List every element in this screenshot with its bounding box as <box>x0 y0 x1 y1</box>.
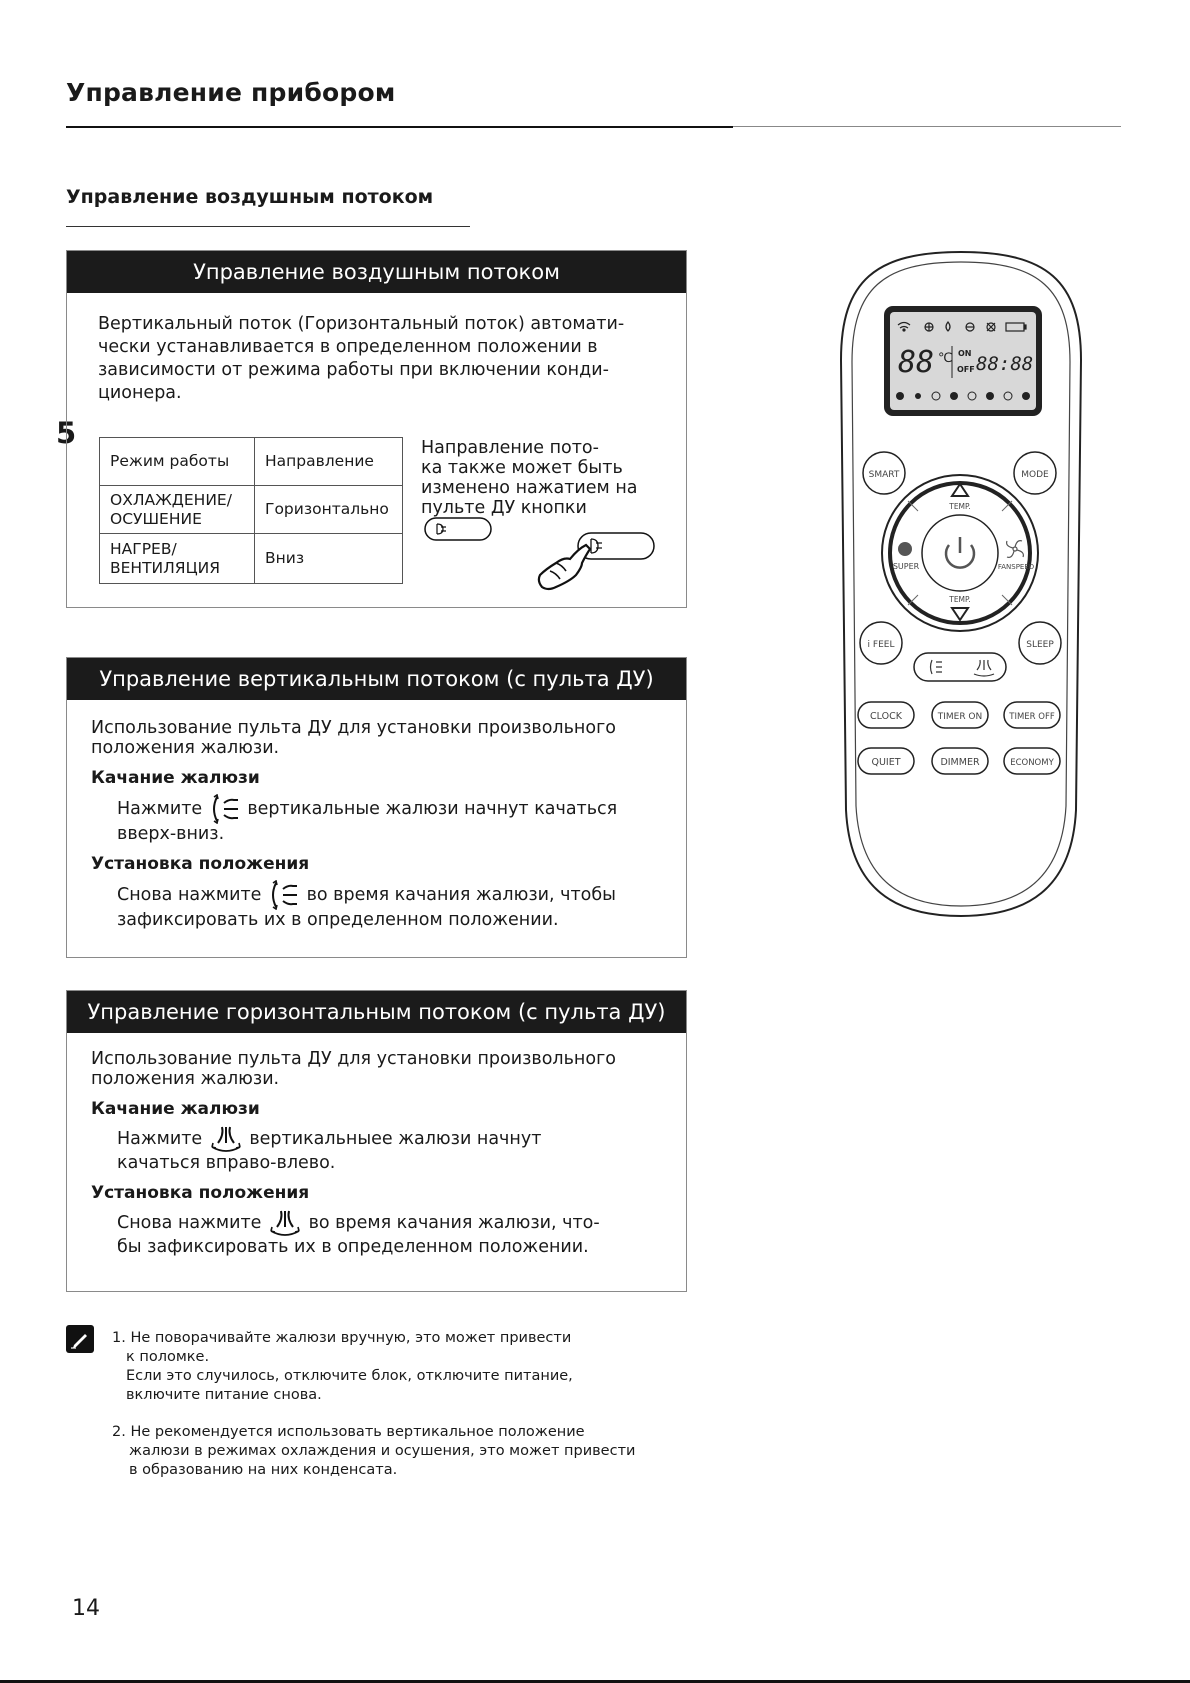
mode-line: ОСУШЕНИЕ <box>110 509 202 528</box>
horizontal-flow-box <box>66 990 687 1292</box>
lcd-time: 88:88 <box>976 353 1034 375</box>
mode-label: MODE <box>1021 470 1049 480</box>
fix-subtitle: Установка положения <box>91 854 310 874</box>
airflow-box <box>66 250 687 608</box>
note-pencil-icon <box>66 1325 94 1353</box>
note-line: жалюзи в режимах охлаждения и осушения, это может привести <box>129 1443 636 1459</box>
timer-off-label: TIMER OFF <box>1009 712 1055 722</box>
horizontal-flow-body <box>91 1049 671 1257</box>
airflow-intro <box>98 313 668 405</box>
table-cell-direction: Вниз <box>255 534 403 584</box>
lcd-off: OFF <box>957 365 975 374</box>
table-cell-mode <box>100 534 255 584</box>
note-item <box>112 1423 692 1480</box>
swing-subtitle: Качание жалюзи <box>91 768 260 788</box>
fanspeed-label: FANSPEED <box>997 563 1035 571</box>
temp-down-label: TEMP. <box>949 595 971 604</box>
table-row <box>100 486 403 534</box>
swing-buttons[interactable] <box>914 653 1006 681</box>
smart-label: SMART <box>868 470 900 480</box>
swing-result-line2: качаться вправо-влево. <box>117 1153 336 1173</box>
intro-line: положения жалюзи. <box>91 1069 280 1089</box>
lcd-unit: ℃ <box>938 351 953 366</box>
fix-result-line2: бы зафиксировать их в определенном положении. <box>117 1237 589 1257</box>
swing-press-text: Нажмите <box>117 1129 203 1149</box>
intro-line: Вертикальный поток (Горизонтальный поток) автомати- <box>98 314 625 334</box>
table-header-mode: Режим работы <box>100 438 255 486</box>
dimmer-label: DIMMER <box>940 757 980 768</box>
title-rule <box>66 126 733 128</box>
airflow-side-note <box>421 438 681 518</box>
chapter-number: 5 <box>56 416 77 450</box>
horizontal-swing-icon <box>208 1125 244 1153</box>
swing-result-text: вертикальныее жалюзи начнут <box>249 1129 542 1149</box>
remote-control <box>836 250 1086 920</box>
mode-line: НАГРЕВ/ <box>110 539 177 558</box>
vertical-swing-icon <box>208 794 242 824</box>
super-icon <box>898 542 912 556</box>
page-number: 14 <box>72 1596 100 1621</box>
note-line: включите питание снова. <box>126 1387 322 1403</box>
notes <box>112 1329 692 1480</box>
swing-subtitle: Качание жалюзи <box>91 1099 260 1119</box>
note-line: Если это случилось, отключите блок, отключите питание, <box>126 1368 573 1384</box>
intro-line: положения жалюзи. <box>91 738 280 758</box>
side-note-line: изменено нажатием на <box>421 478 638 498</box>
intro-line: Использование пульта ДУ для установки произвольного <box>91 1049 616 1069</box>
note-line: к поломке. <box>126 1349 210 1365</box>
swing-press-text: Нажмите <box>117 799 203 819</box>
mode-line: ВЕНТИЛЯЦИЯ <box>110 558 220 577</box>
swing-result-line2: вверх-вниз. <box>117 824 225 844</box>
super-label: SUPER <box>892 562 920 571</box>
title-rule-extension <box>733 126 1121 127</box>
section-rule <box>66 226 470 227</box>
side-note-line: Направление пото- <box>421 438 599 458</box>
mode-line: ОХЛАЖДЕНИЕ/ <box>110 490 232 509</box>
swing-instruction <box>117 794 671 844</box>
fix-result-text: во время качания жалюзи, чтобы <box>306 885 616 905</box>
fix-instruction <box>117 880 671 930</box>
vertical-swing-icon <box>267 880 301 910</box>
lcd-on: ON <box>958 349 972 358</box>
lcd-temp: 88 <box>898 345 935 380</box>
fix-press-text: Снова нажмите <box>117 885 262 905</box>
swing-instruction <box>117 1125 671 1173</box>
intro-line: чески устанавливается в определенном положении в <box>98 337 598 357</box>
horizontal-flow-header: Управление горизонтальным потоком (с пульта ДУ) <box>67 991 686 1033</box>
note-line: 1. Не поворачивайте жалюзи вручную, это может привести <box>112 1330 572 1346</box>
note-item <box>112 1329 692 1405</box>
page-title: Управление прибором <box>66 78 396 107</box>
sleep-label: SLEEP <box>1026 640 1054 650</box>
side-note-line: ка также может быть <box>421 458 623 478</box>
fix-press-text: Снова нажмите <box>117 1213 262 1233</box>
swing-button-icon <box>424 517 492 541</box>
swing-result-text: вертикальные жалюзи начнут качаться <box>247 799 618 819</box>
vertical-flow-body <box>91 718 671 930</box>
table-header-direction: Направление <box>255 438 403 486</box>
table-cell-direction: Горизонтально <box>255 486 403 534</box>
table-row <box>100 534 403 584</box>
hand-press-icon <box>536 531 656 593</box>
fix-result-text: во время качания жалюзи, что- <box>308 1213 600 1233</box>
side-note-line: пульте ДУ кнопки <box>421 498 587 518</box>
fix-subtitle: Установка положения <box>91 1183 310 1203</box>
horizontal-swing-icon <box>267 1209 303 1237</box>
fix-instruction <box>117 1209 671 1257</box>
vertical-flow-header: Управление вертикальным потоком (с пульта ДУ) <box>67 658 686 700</box>
note-line: 2. Не рекомендуется использовать вертикальное положение <box>112 1424 585 1440</box>
mode-direction-table <box>99 437 403 584</box>
section-title: Управление воздушным потоком <box>66 186 434 208</box>
table-header-row <box>100 438 403 486</box>
economy-label: ECONOMY <box>1010 758 1054 768</box>
airflow-box-header: Управление воздушным потоком <box>67 251 686 293</box>
fix-result-line2: зафиксировать их в определенном положении. <box>117 910 559 930</box>
table-cell-mode <box>100 486 255 534</box>
temp-up-label: TEMP. <box>949 502 971 511</box>
quiet-label: QUIET <box>871 757 901 768</box>
ifeel-label: i FEEL <box>867 640 895 650</box>
note-line: в образованию на них конденсата. <box>129 1462 398 1478</box>
intro-line: ционера. <box>98 383 182 403</box>
vertical-flow-box <box>66 657 687 958</box>
clock-label: CLOCK <box>870 711 902 722</box>
intro-line: зависимости от режима работы при включении конди- <box>98 360 609 380</box>
timer-on-label: TIMER ON <box>937 712 983 722</box>
intro-line: Использование пульта ДУ для установки произвольного <box>91 718 616 738</box>
